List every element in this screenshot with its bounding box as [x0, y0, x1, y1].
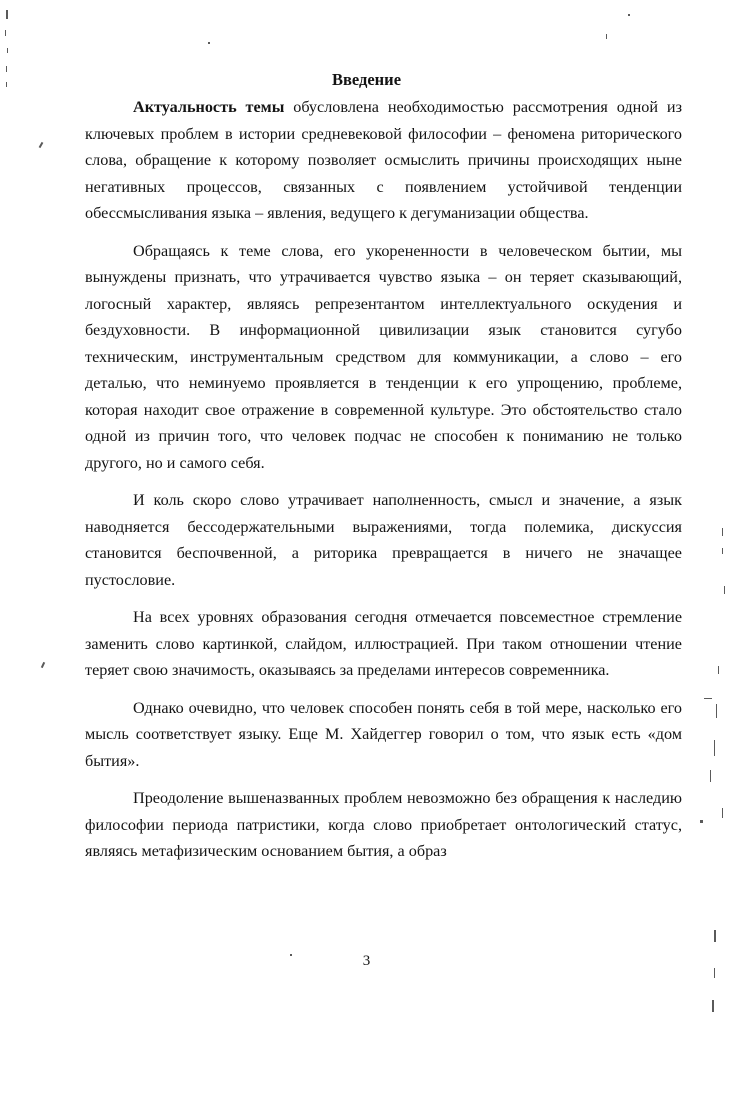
scan-artifact: [714, 740, 715, 756]
scan-artifact: [6, 82, 7, 87]
scan-artifact: [39, 142, 44, 148]
scan-artifact: [628, 14, 630, 16]
scan-artifact: [710, 770, 711, 782]
scan-artifact: [716, 704, 717, 718]
scan-artifact: [41, 662, 45, 668]
paragraph-6: Преодоление вышеназванных проблем невозможно без обращения к наследию философии периода патристики, когда слово приобретает онтологический статус, являясь метафизическим основанием бытия, а образ: [85, 789, 682, 860]
scan-artifact: [712, 1000, 714, 1012]
paragraph-lead-bold: Актуальность темы: [133, 98, 285, 116]
scan-artifact: [722, 528, 723, 536]
scan-artifact: [722, 548, 723, 554]
scan-artifact: [208, 42, 210, 44]
paragraph-5: Однако очевидно, что человек способен понять себя в той мере, насколько его мысль соответствует языку. Еще М. Хайдеггер говорил о том, что язык есть «дом бытия».: [85, 698, 682, 770]
scan-artifact: [5, 30, 6, 36]
paragraph-4: На всех уровнях образования сегодня отмечается повсеместное стремление заменить слово картинкой, слайдом, иллюстрацией. При таком отношении чтение теряет свою значимость, оказываясь за пределами интересов современника.: [85, 608, 682, 679]
scan-artifact: [700, 820, 703, 823]
scan-artifact: [606, 34, 607, 39]
page-number: 3: [362, 953, 371, 969]
scan-artifact: [6, 10, 8, 19]
section-heading: Введение: [331, 70, 402, 89]
paragraph-1-text: обусловлена необходимостью рассмотрения одной из ключевых проблем в истории средневековой философии – феномена риторического слова, обращение к которому позволяет осмыслить причины происходящих ныне негативных процессов, связанных с появлением устойчивой тенденции обессмысливания языка – явления, ведущего к дегуманизации общества.: [85, 98, 682, 222]
paragraph-2: Обращаясь к теме слова, его укорененности в человеческом бытии, мы вынуждены признать, что утрачивается чувство языка – он теряет сказывающий, логосный характер, являясь репрезентантом интеллектуального оскудения и бездуховности. В информационной цивилизации язык становится сугубо техническим, инструментальным средством для коммуникации, а слово – его деталью, что неминуемо проявляется в тенденции к его упрощению, проблеме, которая находит свое отражение в современной культуре. Это обстоятельство стало одной из причин того, что человек подчас не способен к пониманию не только другого, но и самого себя.: [85, 241, 682, 472]
scan-artifact: [6, 66, 7, 72]
body-text: [85, 94, 682, 876]
paragraph-1: [85, 94, 682, 227]
scan-artifact: [290, 954, 292, 956]
scan-artifact: [704, 698, 712, 699]
scan-artifact: [7, 48, 8, 53]
paragraph-3: И коль скоро слово утрачивает наполненность, смысл и значение, а язык наводняется бессодержательными выражениями, тогда полемика, дискуссия становится беспочвенной, а риторика превращается в ничего не значащее пустословие.: [85, 491, 682, 589]
scan-artifact: [714, 930, 716, 942]
scan-artifact: [718, 666, 719, 674]
scan-artifact: [722, 808, 723, 818]
scan-artifact: [724, 586, 725, 594]
scan-artifact: [714, 968, 715, 978]
